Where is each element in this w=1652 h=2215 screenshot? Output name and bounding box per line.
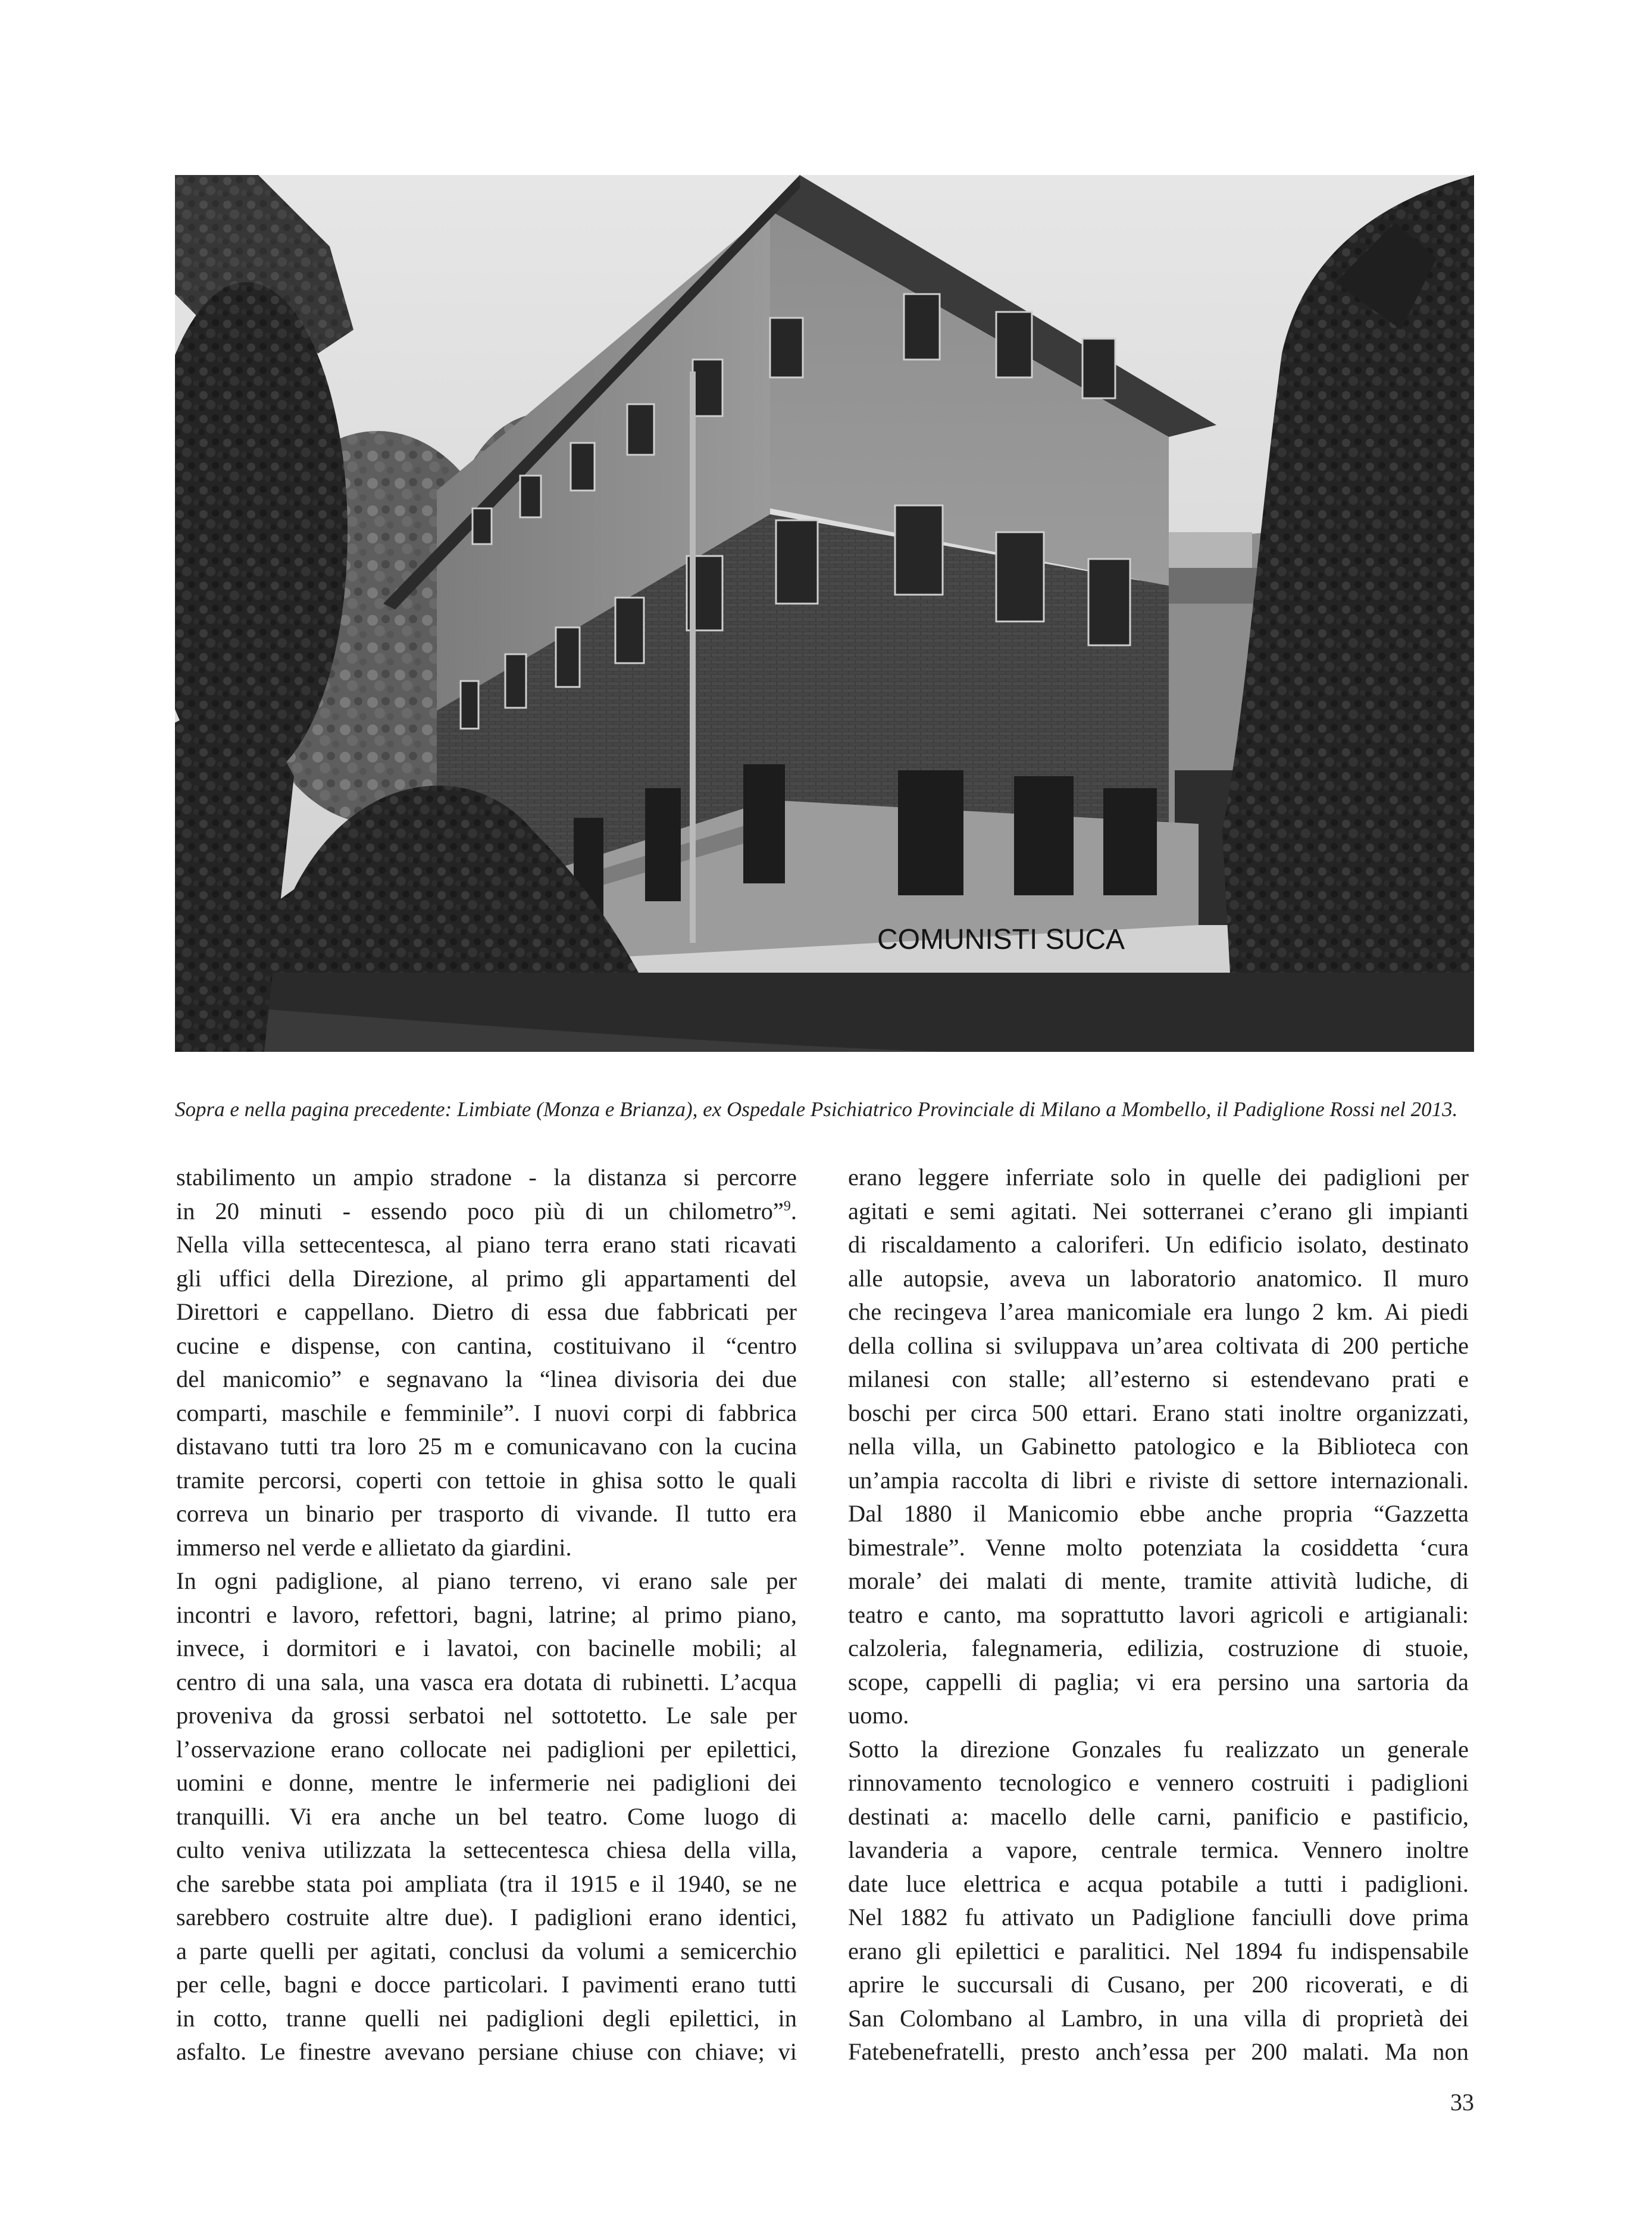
paragraph-line: a parte quelli per agitati, conclusi da volumi a semicerchio xyxy=(176,1937,797,1964)
paragraph-line: stabilimento un ampio stradone - la distanza si percorre xyxy=(176,1164,797,1191)
building-photo xyxy=(175,175,1474,1052)
footnote-ref: 9 xyxy=(783,1198,791,1214)
paragraph-line: che recingeva l’area manicomiale era lungo 2 km. Ai piedi xyxy=(848,1298,1469,1325)
paragraph-line: uomini e donne, mentre le infermerie nei padiglioni dei xyxy=(176,1769,797,1796)
paragraph-line: aprire le succursali di Cusano, per 200 ricoverati, e di xyxy=(848,1971,1469,1998)
paragraph-line: un’ampia raccolta di libri e riviste di settore internazionali. xyxy=(848,1466,1469,1494)
paragraph-line: di riscaldamento a caloriferi. Un edificio isolato, destinato xyxy=(848,1231,1469,1258)
paragraph-line: comparti, maschile e femminile”. I nuovi corpi di fabbrica xyxy=(176,1399,797,1426)
paragraph-line: scope, cappelli di paglia; vi era persino una sartoria da xyxy=(848,1668,1469,1695)
paragraph-line-text: in 20 minuti - essendo poco più di un chilometro” xyxy=(176,1197,784,1224)
paragraph-line: per celle, bagni e docce particolari. I pavimenti erano tutti xyxy=(176,1971,797,1998)
paragraph-line: del manicomio” e segnavano la “linea divisoria dei due xyxy=(176,1366,797,1392)
paragraph-line: tranquilli. Vi era anche un bel teatro. Come luogo di xyxy=(176,1802,797,1830)
paragraph-line: immerso nel verde e allietato da giardini. xyxy=(176,1533,572,1561)
paragraph-line: bimestrale”. Venne molto potenziata la cosiddetta ‘cura xyxy=(848,1533,1469,1561)
paragraph-line: In ogni padiglione, al piano terreno, vi erano sale per xyxy=(176,1567,797,1594)
paragraph-line: San Colombano al Lambro, in una villa di proprietà dei xyxy=(848,2004,1469,2032)
paragraph-line: erano leggere inferriate solo in quelle dei padiglioni per xyxy=(848,1164,1469,1191)
paragraph-line: alle autopsie, aveva un laboratorio anatomico. Il muro xyxy=(848,1264,1469,1292)
page-number: 33 xyxy=(1450,2089,1474,2116)
paragraph-line: cucine e dispense, con cantina, costituivano il “centro xyxy=(176,1332,797,1359)
paragraph-line: teatro e canto, ma soprattutto lavori agricoli e artigianali: xyxy=(848,1601,1469,1628)
paragraph-line: destinati a: macello delle carni, panificio e pastificio, xyxy=(848,1802,1469,1830)
paragraph-line: Sotto la direzione Gonzales fu realizzato un generale xyxy=(848,1735,1469,1763)
paragraph-line: invece, i dormitori e i lavatoi, con bacinelle mobili; al xyxy=(176,1635,797,1661)
paragraph-line: erano gli epilettici e paralitici. Nel 1894 fu indispensabile xyxy=(848,1937,1469,1964)
paragraph-line: milanesi con stalle; all’esterno si estendevano prati e xyxy=(848,1366,1469,1392)
paragraph-line: uomo. xyxy=(848,1702,909,1729)
photo-caption: Sopra e nella pagina precedente: Limbiate (Monza e Brianza), ex Ospedale Psichiatrico Provinciale di Milano a Mombello, il Padiglione Rossi nel 2013. xyxy=(175,1098,1458,1121)
paragraph-line-tail: . xyxy=(790,1197,797,1224)
paragraph-line: gli uffici della Direzione, al primo gli appartamenti del xyxy=(176,1264,797,1292)
paragraph-line: morale’ dei malati di mente, tramite attività ludiche, di xyxy=(848,1567,1469,1594)
paragraph-line: nella villa, un Gabinetto patologico e la Biblioteca con xyxy=(848,1433,1469,1460)
paragraph-line: Nel 1882 fu attivato un Padiglione fanciulli dove prima xyxy=(848,1904,1469,1930)
paragraph-line: Nella villa settecentesca, al piano terra erano stati ricavati xyxy=(176,1231,797,1258)
paragraph-line: che sarebbe stata poi ampliata (tra il 1915 e il 1940, se ne xyxy=(176,1870,797,1897)
paragraph-line: lavanderia a vapore, centrale termica. Vennero inoltre xyxy=(848,1836,1469,1863)
paragraph-line: in cotto, tranne quelli nei padiglioni degli epilettici, in xyxy=(176,2004,797,2032)
paragraph-line: agitati e semi agitati. Nei sotterranei c’erano gli impianti xyxy=(848,1197,1469,1224)
paragraph-line-with-footnote xyxy=(176,1195,797,1229)
paragraph-line: Fatebenefratelli, presto anch’essa per 200 malati. Ma non xyxy=(848,2038,1469,2065)
paragraph-line: culto veniva utilizzata la settecentesca chiesa della villa, xyxy=(176,1836,797,1863)
paragraph-line: correva un binario per trasporto di vivande. Il tutto era xyxy=(176,1500,797,1527)
paragraph-line: centro di una sala, una vasca era dotata di rubinetti. L’acqua xyxy=(176,1668,797,1695)
left-column xyxy=(176,1161,797,2069)
paragraph-line: boschi per circa 500 ettari. Erano stati inoltre organizzati, xyxy=(848,1399,1469,1426)
paragraph-line: asfalto. Le finestre avevano persiane chiuse con chiave; vi xyxy=(176,2038,797,2065)
paragraph-line: sarebbero costruite altre due). I padiglioni erano identici, xyxy=(176,1904,797,1930)
paragraph-line: distavano tutti tra loro 25 m e comunicavano con la cucina xyxy=(176,1433,797,1460)
paragraph-line: date luce elettrica e acqua potabile a tutti i padiglioni. xyxy=(848,1870,1469,1897)
paragraph-line: rinnovamento tecnologico e vennero costruiti i padiglioni xyxy=(848,1769,1469,1796)
paragraph-line: calzoleria, falegnameria, edilizia, costruzione di stuoie, xyxy=(848,1635,1469,1661)
paragraph-line: tramite percorsi, coperti con tettoie in ghisa sotto le quali xyxy=(176,1466,797,1494)
paragraph-line: Dal 1880 il Manicomio ebbe anche propria “Gazzetta xyxy=(848,1500,1469,1527)
right-column xyxy=(848,1161,1469,2069)
paragraph-line: incontri e lavoro, refettori, bagni, latrine; al primo piano, xyxy=(176,1601,797,1628)
padiglione-rossi-photo xyxy=(175,175,1474,1052)
graffiti-text: COMUNISTI SUCA xyxy=(877,924,1125,955)
paragraph-line: Direttori e cappellano. Dietro di essa due fabbricati per xyxy=(176,1298,797,1325)
paragraph-line: l’osservazione erano collocate nei padiglioni per epilettici, xyxy=(176,1735,797,1763)
paragraph-line: proveniva da grossi serbatoi nel sottotetto. Le sale per xyxy=(176,1702,797,1729)
paragraph-line: della collina si sviluppava un’area coltivata di 200 pertiche xyxy=(848,1332,1469,1359)
